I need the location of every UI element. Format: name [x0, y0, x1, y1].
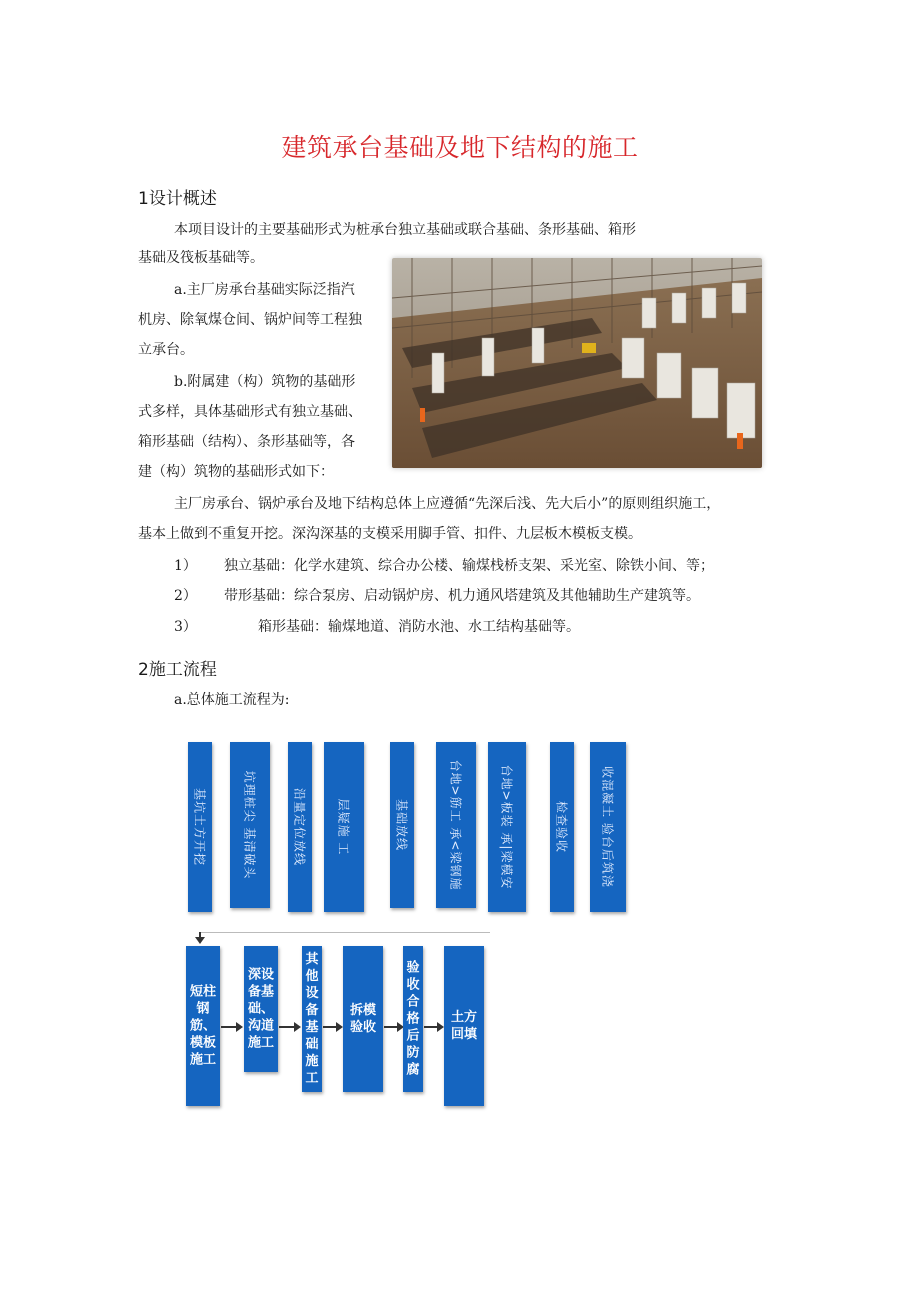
list-item-1-text: 独立基础：化学水建筑、综合办公楼、输煤栈桥支架、采光室、除铁小间、等； [224, 558, 714, 574]
flow-step-inspection [550, 742, 574, 912]
flow-step-label: 沿量定位放线 [292, 787, 307, 867]
list-item-1-number: 1） [174, 558, 197, 574]
flow-step-cushion-layer [324, 742, 364, 912]
flow-step-label: 坑理桩尖 基清破头 [242, 770, 257, 880]
flow-step-formwork-removal [343, 946, 383, 1092]
flow-step-label: 基础放线 [394, 798, 409, 852]
para-b-line-4: 建（构）筑物的基础形式如下： [138, 464, 334, 480]
flow-step-backfill [444, 946, 484, 1106]
right-arrow-icon [384, 1026, 398, 1028]
list-item-3-number: 3） [174, 619, 197, 635]
flow-step-label: 收混凝土 验台后筑浇 [600, 766, 615, 888]
para-a-line-1: a.主厂房承台基础实际泛指汽 [174, 282, 355, 298]
principle-line-2: 基本上做到不重复开挖。深沟深基的支模采用脚手管、扣件、九层板木模板支模。 [138, 526, 642, 542]
flow-step-survey-layout [288, 742, 312, 912]
flow-step-label: 深设备基础、沟道施工 [247, 967, 274, 1051]
flow-step-label: 验收合格后防腐 [406, 960, 420, 1078]
flow-step-rebar-work [436, 742, 476, 908]
flow-step-concrete-pour [590, 742, 626, 912]
list-item-2-text: 带形基础：综合泵房、启动锅炉房、机力通风塔建筑及其他辅助生产建筑等。 [224, 588, 700, 604]
down-arrow-icon [195, 937, 205, 944]
section-2-subheading: a.总体施工流程为: [174, 692, 290, 708]
intro-line-2: 基础及筏板基础等。 [138, 250, 264, 266]
flow-step-label: 台地>板装 承|梁模安 [499, 764, 514, 890]
flow-step-other-equipment-foundation [302, 946, 322, 1092]
list-item-2-number: 2） [174, 588, 197, 604]
right-arrow-icon [323, 1026, 337, 1028]
principle-line-1: 主厂房承台、锅炉承台及地下结构总体上应遵循“先深后浅、先大后小”的原则组织施工， [174, 496, 721, 512]
flow-step-label: 台地>筋工 承<梁钢施 [448, 759, 463, 891]
right-arrow-icon [424, 1026, 438, 1028]
section-2-heading: 2施工流程 [138, 660, 217, 680]
document-title: 建筑承台基础及地下结构的施工 [281, 133, 639, 162]
flow-step-deep-equipment-foundation [244, 946, 278, 1072]
flow-step-anticorrosion [403, 946, 423, 1092]
para-a-line-2: 机房、除氧煤仓间、锅炉间等工程独 [138, 312, 362, 328]
flow-step-foundation-layout [390, 742, 414, 908]
right-arrow-icon [279, 1026, 295, 1028]
right-arrow-icon [221, 1026, 237, 1028]
flow-step-pile-head-cleaning [230, 742, 270, 908]
para-b-line-1: b.附属建（构）筑物的基础形 [174, 374, 356, 390]
intro-line-1: 本项目设计的主要基础形式为桩承台独立基础或联合基础、条形基础、箱形 [174, 222, 636, 238]
flow-step-label: 土方回填 [450, 1010, 477, 1042]
flow-connector-line [200, 932, 490, 933]
flow-step-label: 检查验收 [554, 800, 569, 854]
para-a-line-3: 立承台。 [138, 342, 194, 358]
flow-step-column-rebar-formwork [186, 946, 220, 1106]
section-1-heading: 1设计概述 [138, 189, 217, 209]
flow-step-label: 其他设备基础施工 [305, 952, 319, 1086]
construction-site-photo [392, 258, 762, 468]
flow-step-label: 层疑施 工 [336, 798, 351, 856]
flow-step-label: 基坑土方开挖 [192, 787, 207, 867]
flow-step-label: 拆模验收 [349, 1003, 376, 1035]
para-b-line-3: 箱形基础（结构）、条形基础等，各 [138, 434, 355, 450]
flow-step-label: 短柱钢筋、模板施工 [189, 984, 216, 1068]
para-b-line-2: 式多样，具体基础形式有独立基础、 [138, 404, 362, 420]
list-item-3-text: 箱形基础：输煤地道、消防水池、水工结构基础等。 [258, 619, 580, 635]
flow-step-excavation [188, 742, 212, 912]
flow-step-formwork-install [488, 742, 526, 912]
